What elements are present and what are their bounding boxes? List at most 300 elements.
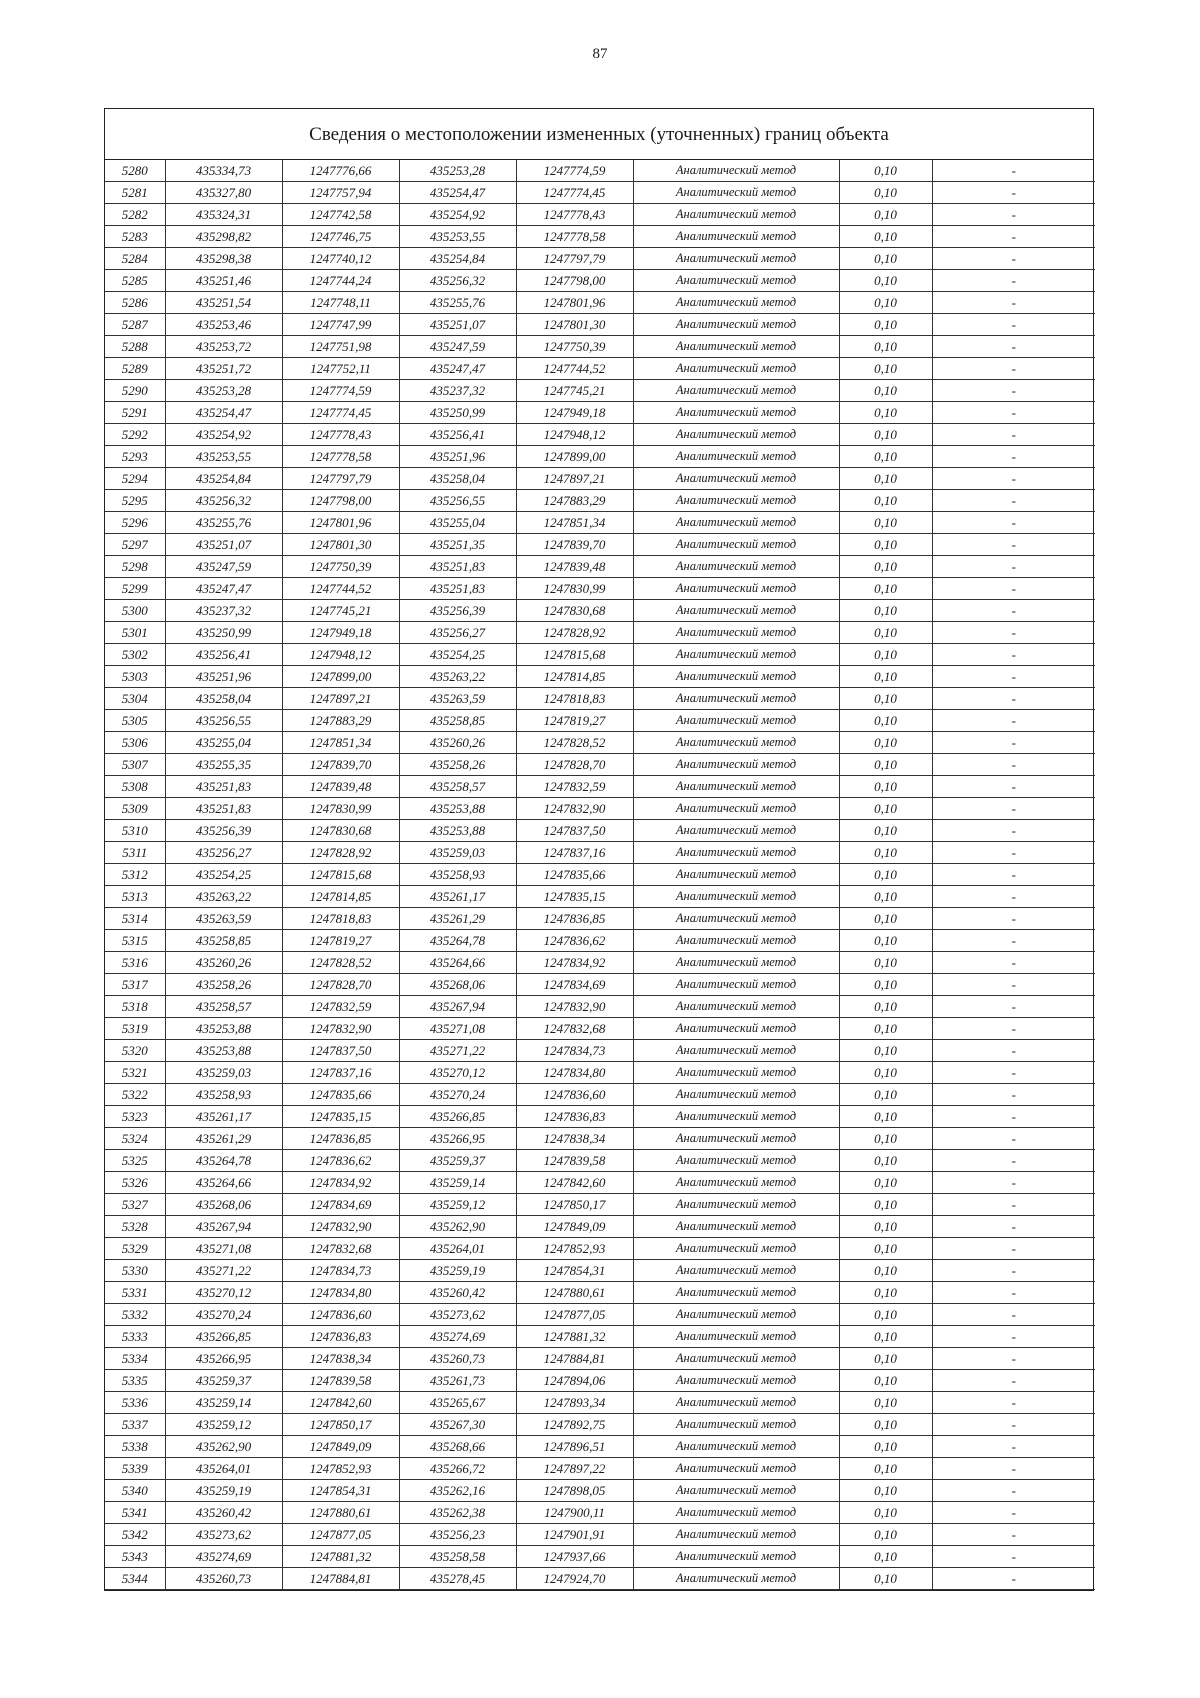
- note-cell: -: [932, 314, 1095, 336]
- y-coordinate: 1247949,18: [282, 622, 399, 644]
- point-number: 5297: [105, 534, 165, 556]
- accuracy-cell: 0,10: [839, 292, 932, 314]
- y-coordinate-refined: 1247819,27: [516, 710, 633, 732]
- y-coordinate-refined: 1247832,90: [516, 996, 633, 1018]
- note-cell: -: [932, 446, 1095, 468]
- method-cell: Аналитический метод: [633, 490, 839, 512]
- x-coordinate: 435271,22: [165, 1260, 282, 1282]
- x-coordinate-refined: 435261,73: [399, 1370, 516, 1392]
- point-number: 5321: [105, 1062, 165, 1084]
- method-cell: Аналитический метод: [633, 644, 839, 666]
- note-cell: -: [932, 1172, 1095, 1194]
- x-coordinate-refined: 435255,76: [399, 292, 516, 314]
- accuracy-cell: 0,10: [839, 1546, 932, 1568]
- point-number: 5307: [105, 754, 165, 776]
- table-row: [105, 996, 1095, 1018]
- accuracy-cell: 0,10: [839, 644, 932, 666]
- table-row: [105, 578, 1095, 600]
- note-cell: -: [932, 886, 1095, 908]
- y-coordinate-refined: 1247774,45: [516, 182, 633, 204]
- note-cell: -: [932, 534, 1095, 556]
- x-coordinate: 435298,38: [165, 248, 282, 270]
- y-coordinate-refined: 1247801,30: [516, 314, 633, 336]
- y-coordinate: 1247798,00: [282, 490, 399, 512]
- y-coordinate-refined: 1247835,15: [516, 886, 633, 908]
- table-row: [105, 1128, 1095, 1150]
- y-coordinate: 1247830,68: [282, 820, 399, 842]
- method-cell: Аналитический метод: [633, 160, 839, 182]
- table-row: [105, 1106, 1095, 1128]
- y-coordinate-refined: 1247744,52: [516, 358, 633, 380]
- point-number: 5284: [105, 248, 165, 270]
- table-row: [105, 1568, 1095, 1590]
- x-coordinate-refined: 435256,39: [399, 600, 516, 622]
- method-cell: Аналитический метод: [633, 600, 839, 622]
- method-cell: Аналитический метод: [633, 622, 839, 644]
- x-coordinate-refined: 435256,41: [399, 424, 516, 446]
- accuracy-cell: 0,10: [839, 798, 932, 820]
- table-row: [105, 1282, 1095, 1304]
- method-cell: Аналитический метод: [633, 798, 839, 820]
- x-coordinate: 435259,12: [165, 1414, 282, 1436]
- x-coordinate: 435251,72: [165, 358, 282, 380]
- table-row: [105, 1436, 1095, 1458]
- table-row: [105, 1150, 1095, 1172]
- y-coordinate-refined: 1247745,21: [516, 380, 633, 402]
- x-coordinate: 435259,19: [165, 1480, 282, 1502]
- table-row: [105, 270, 1095, 292]
- x-coordinate-refined: 435271,08: [399, 1018, 516, 1040]
- table-row: [105, 1326, 1095, 1348]
- accuracy-cell: 0,10: [839, 754, 932, 776]
- x-coordinate: 435251,46: [165, 270, 282, 292]
- table-row: [105, 1260, 1095, 1282]
- table-row: [105, 160, 1095, 182]
- table-row: [105, 534, 1095, 556]
- method-cell: Аналитический метод: [633, 358, 839, 380]
- table-title: Сведения о местоположении измененных (уточненных) границ объекта: [105, 109, 1093, 160]
- point-number: 5301: [105, 622, 165, 644]
- point-number: 5317: [105, 974, 165, 996]
- accuracy-cell: 0,10: [839, 930, 932, 952]
- point-number: 5304: [105, 688, 165, 710]
- table-row: [105, 1458, 1095, 1480]
- x-coordinate: 435263,59: [165, 908, 282, 930]
- table-row: [105, 424, 1095, 446]
- y-coordinate-refined: 1247881,32: [516, 1326, 633, 1348]
- x-coordinate-refined: 435259,14: [399, 1172, 516, 1194]
- note-cell: -: [932, 1480, 1095, 1502]
- accuracy-cell: 0,10: [839, 1018, 932, 1040]
- note-cell: -: [932, 688, 1095, 710]
- x-coordinate-refined: 435247,59: [399, 336, 516, 358]
- point-number: 5291: [105, 402, 165, 424]
- method-cell: Аналитический метод: [633, 1546, 839, 1568]
- point-number: 5323: [105, 1106, 165, 1128]
- table-row: [105, 1546, 1095, 1568]
- x-coordinate: 435266,85: [165, 1326, 282, 1348]
- method-cell: Аналитический метод: [633, 424, 839, 446]
- accuracy-cell: 0,10: [839, 270, 932, 292]
- x-coordinate-refined: 435254,92: [399, 204, 516, 226]
- y-coordinate: 1247797,79: [282, 468, 399, 490]
- point-number: 5334: [105, 1348, 165, 1370]
- accuracy-cell: 0,10: [839, 864, 932, 886]
- accuracy-cell: 0,10: [839, 1326, 932, 1348]
- accuracy-cell: 0,10: [839, 314, 932, 336]
- table-row: [105, 1480, 1095, 1502]
- y-coordinate: 1247836,85: [282, 1128, 399, 1150]
- y-coordinate: 1247897,21: [282, 688, 399, 710]
- method-cell: Аналитический метод: [633, 1084, 839, 1106]
- y-coordinate: 1247832,90: [282, 1216, 399, 1238]
- y-coordinate-refined: 1247838,34: [516, 1128, 633, 1150]
- x-coordinate-refined: 435253,88: [399, 820, 516, 842]
- x-coordinate: 435253,46: [165, 314, 282, 336]
- y-coordinate: 1247744,24: [282, 270, 399, 292]
- method-cell: Аналитический метод: [633, 270, 839, 292]
- table-row: [105, 1414, 1095, 1436]
- note-cell: -: [932, 1458, 1095, 1480]
- x-coordinate: 435250,99: [165, 622, 282, 644]
- y-coordinate: 1247776,66: [282, 160, 399, 182]
- point-number: 5335: [105, 1370, 165, 1392]
- y-coordinate: 1247839,58: [282, 1370, 399, 1392]
- x-coordinate-refined: 435262,38: [399, 1502, 516, 1524]
- y-coordinate: 1247849,09: [282, 1436, 399, 1458]
- y-coordinate: 1247748,11: [282, 292, 399, 314]
- accuracy-cell: 0,10: [839, 1392, 932, 1414]
- y-coordinate: 1247751,98: [282, 336, 399, 358]
- table-row: [105, 600, 1095, 622]
- table-row: [105, 556, 1095, 578]
- y-coordinate: 1247839,70: [282, 754, 399, 776]
- x-coordinate-refined: 435266,95: [399, 1128, 516, 1150]
- accuracy-cell: 0,10: [839, 1172, 932, 1194]
- x-coordinate: 435262,90: [165, 1436, 282, 1458]
- x-coordinate-refined: 435274,69: [399, 1326, 516, 1348]
- method-cell: Аналитический метод: [633, 754, 839, 776]
- y-coordinate: 1247851,34: [282, 732, 399, 754]
- y-coordinate-refined: 1247937,66: [516, 1546, 633, 1568]
- x-coordinate: 435237,32: [165, 600, 282, 622]
- note-cell: -: [932, 468, 1095, 490]
- note-cell: -: [932, 1018, 1095, 1040]
- y-coordinate-refined: 1247832,59: [516, 776, 633, 798]
- x-coordinate-refined: 435266,72: [399, 1458, 516, 1480]
- accuracy-cell: 0,10: [839, 1194, 932, 1216]
- y-coordinate-refined: 1247893,34: [516, 1392, 633, 1414]
- y-coordinate: 1247746,75: [282, 226, 399, 248]
- x-coordinate: 435256,41: [165, 644, 282, 666]
- method-cell: Аналитический метод: [633, 556, 839, 578]
- table-row: [105, 732, 1095, 754]
- x-coordinate-refined: 435270,12: [399, 1062, 516, 1084]
- point-number: 5298: [105, 556, 165, 578]
- table-row: [105, 1370, 1095, 1392]
- note-cell: -: [932, 204, 1095, 226]
- point-number: 5319: [105, 1018, 165, 1040]
- y-coordinate: 1247835,15: [282, 1106, 399, 1128]
- accuracy-cell: 0,10: [839, 1436, 932, 1458]
- x-coordinate-refined: 435237,32: [399, 380, 516, 402]
- y-coordinate-refined: 1247949,18: [516, 402, 633, 424]
- table-row: [105, 1524, 1095, 1546]
- x-coordinate-refined: 435256,55: [399, 490, 516, 512]
- method-cell: Аналитический метод: [633, 578, 839, 600]
- y-coordinate: 1247884,81: [282, 1568, 399, 1590]
- table-row: [105, 644, 1095, 666]
- point-number: 5333: [105, 1326, 165, 1348]
- accuracy-cell: 0,10: [839, 1216, 932, 1238]
- method-cell: Аналитический метод: [633, 1326, 839, 1348]
- table-row: [105, 314, 1095, 336]
- accuracy-cell: 0,10: [839, 996, 932, 1018]
- note-cell: -: [932, 1414, 1095, 1436]
- x-coordinate: 435247,59: [165, 556, 282, 578]
- accuracy-cell: 0,10: [839, 688, 932, 710]
- note-cell: -: [932, 1568, 1095, 1590]
- y-coordinate-refined: 1247830,99: [516, 578, 633, 600]
- y-coordinate-refined: 1247839,70: [516, 534, 633, 556]
- accuracy-cell: 0,10: [839, 1238, 932, 1260]
- x-coordinate-refined: 435256,23: [399, 1524, 516, 1546]
- y-coordinate: 1247819,27: [282, 930, 399, 952]
- note-cell: -: [932, 1370, 1095, 1392]
- x-coordinate-refined: 435258,26: [399, 754, 516, 776]
- method-cell: Аналитический метод: [633, 1150, 839, 1172]
- point-number: 5340: [105, 1480, 165, 1502]
- method-cell: Аналитический метод: [633, 930, 839, 952]
- x-coordinate-refined: 435266,85: [399, 1106, 516, 1128]
- method-cell: Аналитический метод: [633, 1392, 839, 1414]
- y-coordinate-refined: 1247854,31: [516, 1260, 633, 1282]
- method-cell: Аналитический метод: [633, 1436, 839, 1458]
- y-coordinate-refined: 1247815,68: [516, 644, 633, 666]
- y-coordinate-refined: 1247837,16: [516, 842, 633, 864]
- x-coordinate-refined: 435268,06: [399, 974, 516, 996]
- point-number: 5300: [105, 600, 165, 622]
- y-coordinate-refined: 1247924,70: [516, 1568, 633, 1590]
- method-cell: Аналитический метод: [633, 204, 839, 226]
- table-row: [105, 930, 1095, 952]
- x-coordinate: 435264,66: [165, 1172, 282, 1194]
- y-coordinate-refined: 1247839,58: [516, 1150, 633, 1172]
- x-coordinate-refined: 435261,29: [399, 908, 516, 930]
- note-cell: -: [932, 490, 1095, 512]
- table-row: [105, 1194, 1095, 1216]
- y-coordinate-refined: 1247834,73: [516, 1040, 633, 1062]
- point-number: 5316: [105, 952, 165, 974]
- point-number: 5341: [105, 1502, 165, 1524]
- x-coordinate-refined: 435267,30: [399, 1414, 516, 1436]
- x-coordinate-refined: 435262,90: [399, 1216, 516, 1238]
- y-coordinate: 1247818,83: [282, 908, 399, 930]
- x-coordinate-refined: 435256,27: [399, 622, 516, 644]
- x-coordinate-refined: 435260,42: [399, 1282, 516, 1304]
- accuracy-cell: 0,10: [839, 182, 932, 204]
- x-coordinate: 435268,06: [165, 1194, 282, 1216]
- y-coordinate-refined: 1247892,75: [516, 1414, 633, 1436]
- y-coordinate-refined: 1247894,06: [516, 1370, 633, 1392]
- y-coordinate: 1247832,59: [282, 996, 399, 1018]
- note-cell: -: [932, 226, 1095, 248]
- point-number: 5324: [105, 1128, 165, 1150]
- note-cell: -: [932, 710, 1095, 732]
- accuracy-cell: 0,10: [839, 1150, 932, 1172]
- accuracy-cell: 0,10: [839, 1348, 932, 1370]
- x-coordinate: 435261,17: [165, 1106, 282, 1128]
- method-cell: Аналитический метод: [633, 1194, 839, 1216]
- accuracy-cell: 0,10: [839, 512, 932, 534]
- x-coordinate-refined: 435254,25: [399, 644, 516, 666]
- accuracy-cell: 0,10: [839, 1040, 932, 1062]
- y-coordinate-refined: 1247897,22: [516, 1458, 633, 1480]
- y-coordinate-refined: 1247828,92: [516, 622, 633, 644]
- coordinates-table: [105, 160, 1095, 1590]
- table-row: [105, 1216, 1095, 1238]
- table-row: [105, 798, 1095, 820]
- method-cell: Аналитический метод: [633, 1370, 839, 1392]
- table-row: [105, 490, 1095, 512]
- method-cell: Аналитический метод: [633, 512, 839, 534]
- y-coordinate-refined: 1247900,11: [516, 1502, 633, 1524]
- note-cell: -: [932, 622, 1095, 644]
- accuracy-cell: 0,10: [839, 358, 932, 380]
- table-row: [105, 446, 1095, 468]
- note-cell: -: [932, 732, 1095, 754]
- x-coordinate-refined: 435251,07: [399, 314, 516, 336]
- point-number: 5311: [105, 842, 165, 864]
- y-coordinate: 1247834,92: [282, 1172, 399, 1194]
- point-number: 5299: [105, 578, 165, 600]
- y-coordinate-refined: 1247818,83: [516, 688, 633, 710]
- x-coordinate: 435256,32: [165, 490, 282, 512]
- table-row: [105, 1018, 1095, 1040]
- method-cell: Аналитический метод: [633, 908, 839, 930]
- y-coordinate: 1247877,05: [282, 1524, 399, 1546]
- method-cell: Аналитический метод: [633, 1458, 839, 1480]
- table-row: [105, 226, 1095, 248]
- x-coordinate: 435324,31: [165, 204, 282, 226]
- method-cell: Аналитический метод: [633, 314, 839, 336]
- point-number: 5292: [105, 424, 165, 446]
- method-cell: Аналитический метод: [633, 1128, 839, 1150]
- method-cell: Аналитический метод: [633, 864, 839, 886]
- note-cell: -: [932, 930, 1095, 952]
- x-coordinate: 435255,04: [165, 732, 282, 754]
- accuracy-cell: 0,10: [839, 732, 932, 754]
- note-cell: -: [932, 1128, 1095, 1150]
- y-coordinate: 1247801,30: [282, 534, 399, 556]
- x-coordinate-refined: 435264,78: [399, 930, 516, 952]
- y-coordinate: 1247837,50: [282, 1040, 399, 1062]
- x-coordinate: 435253,28: [165, 380, 282, 402]
- y-coordinate-refined: 1247896,51: [516, 1436, 633, 1458]
- table-row: [105, 974, 1095, 996]
- method-cell: Аналитический метод: [633, 1304, 839, 1326]
- table-row: [105, 908, 1095, 930]
- accuracy-cell: 0,10: [839, 248, 932, 270]
- x-coordinate-refined: 435264,66: [399, 952, 516, 974]
- x-coordinate: 435255,76: [165, 512, 282, 534]
- point-number: 5280: [105, 160, 165, 182]
- note-cell: -: [932, 908, 1095, 930]
- y-coordinate-refined: 1247835,66: [516, 864, 633, 886]
- point-number: 5303: [105, 666, 165, 688]
- note-cell: -: [932, 1502, 1095, 1524]
- note-cell: -: [932, 996, 1095, 1018]
- point-number: 5308: [105, 776, 165, 798]
- note-cell: -: [932, 1084, 1095, 1106]
- y-coordinate-refined: 1247774,59: [516, 160, 633, 182]
- x-coordinate: 435258,26: [165, 974, 282, 996]
- table-row: [105, 688, 1095, 710]
- y-coordinate-refined: 1247830,68: [516, 600, 633, 622]
- y-coordinate-refined: 1247834,92: [516, 952, 633, 974]
- point-number: 5337: [105, 1414, 165, 1436]
- accuracy-cell: 0,10: [839, 622, 932, 644]
- accuracy-cell: 0,10: [839, 1106, 932, 1128]
- note-cell: -: [932, 1436, 1095, 1458]
- y-coordinate: 1247839,48: [282, 776, 399, 798]
- method-cell: Аналитический метод: [633, 1216, 839, 1238]
- note-cell: -: [932, 1040, 1095, 1062]
- accuracy-cell: 0,10: [839, 710, 932, 732]
- accuracy-cell: 0,10: [839, 1524, 932, 1546]
- method-cell: Аналитический метод: [633, 666, 839, 688]
- boundary-table: [104, 108, 1094, 1591]
- method-cell: Аналитический метод: [633, 732, 839, 754]
- y-coordinate: 1247832,90: [282, 1018, 399, 1040]
- y-coordinate: 1247828,70: [282, 974, 399, 996]
- method-cell: Аналитический метод: [633, 710, 839, 732]
- table-row: [105, 886, 1095, 908]
- table-row: [105, 204, 1095, 226]
- method-cell: Аналитический метод: [633, 1106, 839, 1128]
- x-coordinate: 435327,80: [165, 182, 282, 204]
- y-coordinate: 1247854,31: [282, 1480, 399, 1502]
- accuracy-cell: 0,10: [839, 1304, 932, 1326]
- y-coordinate-refined: 1247883,29: [516, 490, 633, 512]
- x-coordinate: 435254,84: [165, 468, 282, 490]
- y-coordinate: 1247834,73: [282, 1260, 399, 1282]
- x-coordinate-refined: 435258,57: [399, 776, 516, 798]
- point-number: 5290: [105, 380, 165, 402]
- x-coordinate: 435254,25: [165, 864, 282, 886]
- accuracy-cell: 0,10: [839, 204, 932, 226]
- x-coordinate-refined: 435264,01: [399, 1238, 516, 1260]
- note-cell: -: [932, 270, 1095, 292]
- method-cell: Аналитический метод: [633, 468, 839, 490]
- point-number: 5322: [105, 1084, 165, 1106]
- method-cell: Аналитический метод: [633, 1062, 839, 1084]
- y-coordinate: 1247836,62: [282, 1150, 399, 1172]
- y-coordinate-refined: 1247842,60: [516, 1172, 633, 1194]
- note-cell: -: [932, 1304, 1095, 1326]
- accuracy-cell: 0,10: [839, 974, 932, 996]
- accuracy-cell: 0,10: [839, 1502, 932, 1524]
- x-coordinate-refined: 435251,35: [399, 534, 516, 556]
- y-coordinate-refined: 1247880,61: [516, 1282, 633, 1304]
- table-row: [105, 776, 1095, 798]
- method-cell: Аналитический метод: [633, 292, 839, 314]
- note-cell: -: [932, 974, 1095, 996]
- table-row: [105, 952, 1095, 974]
- x-coordinate-refined: 435253,28: [399, 160, 516, 182]
- y-coordinate-refined: 1247877,05: [516, 1304, 633, 1326]
- point-number: 5302: [105, 644, 165, 666]
